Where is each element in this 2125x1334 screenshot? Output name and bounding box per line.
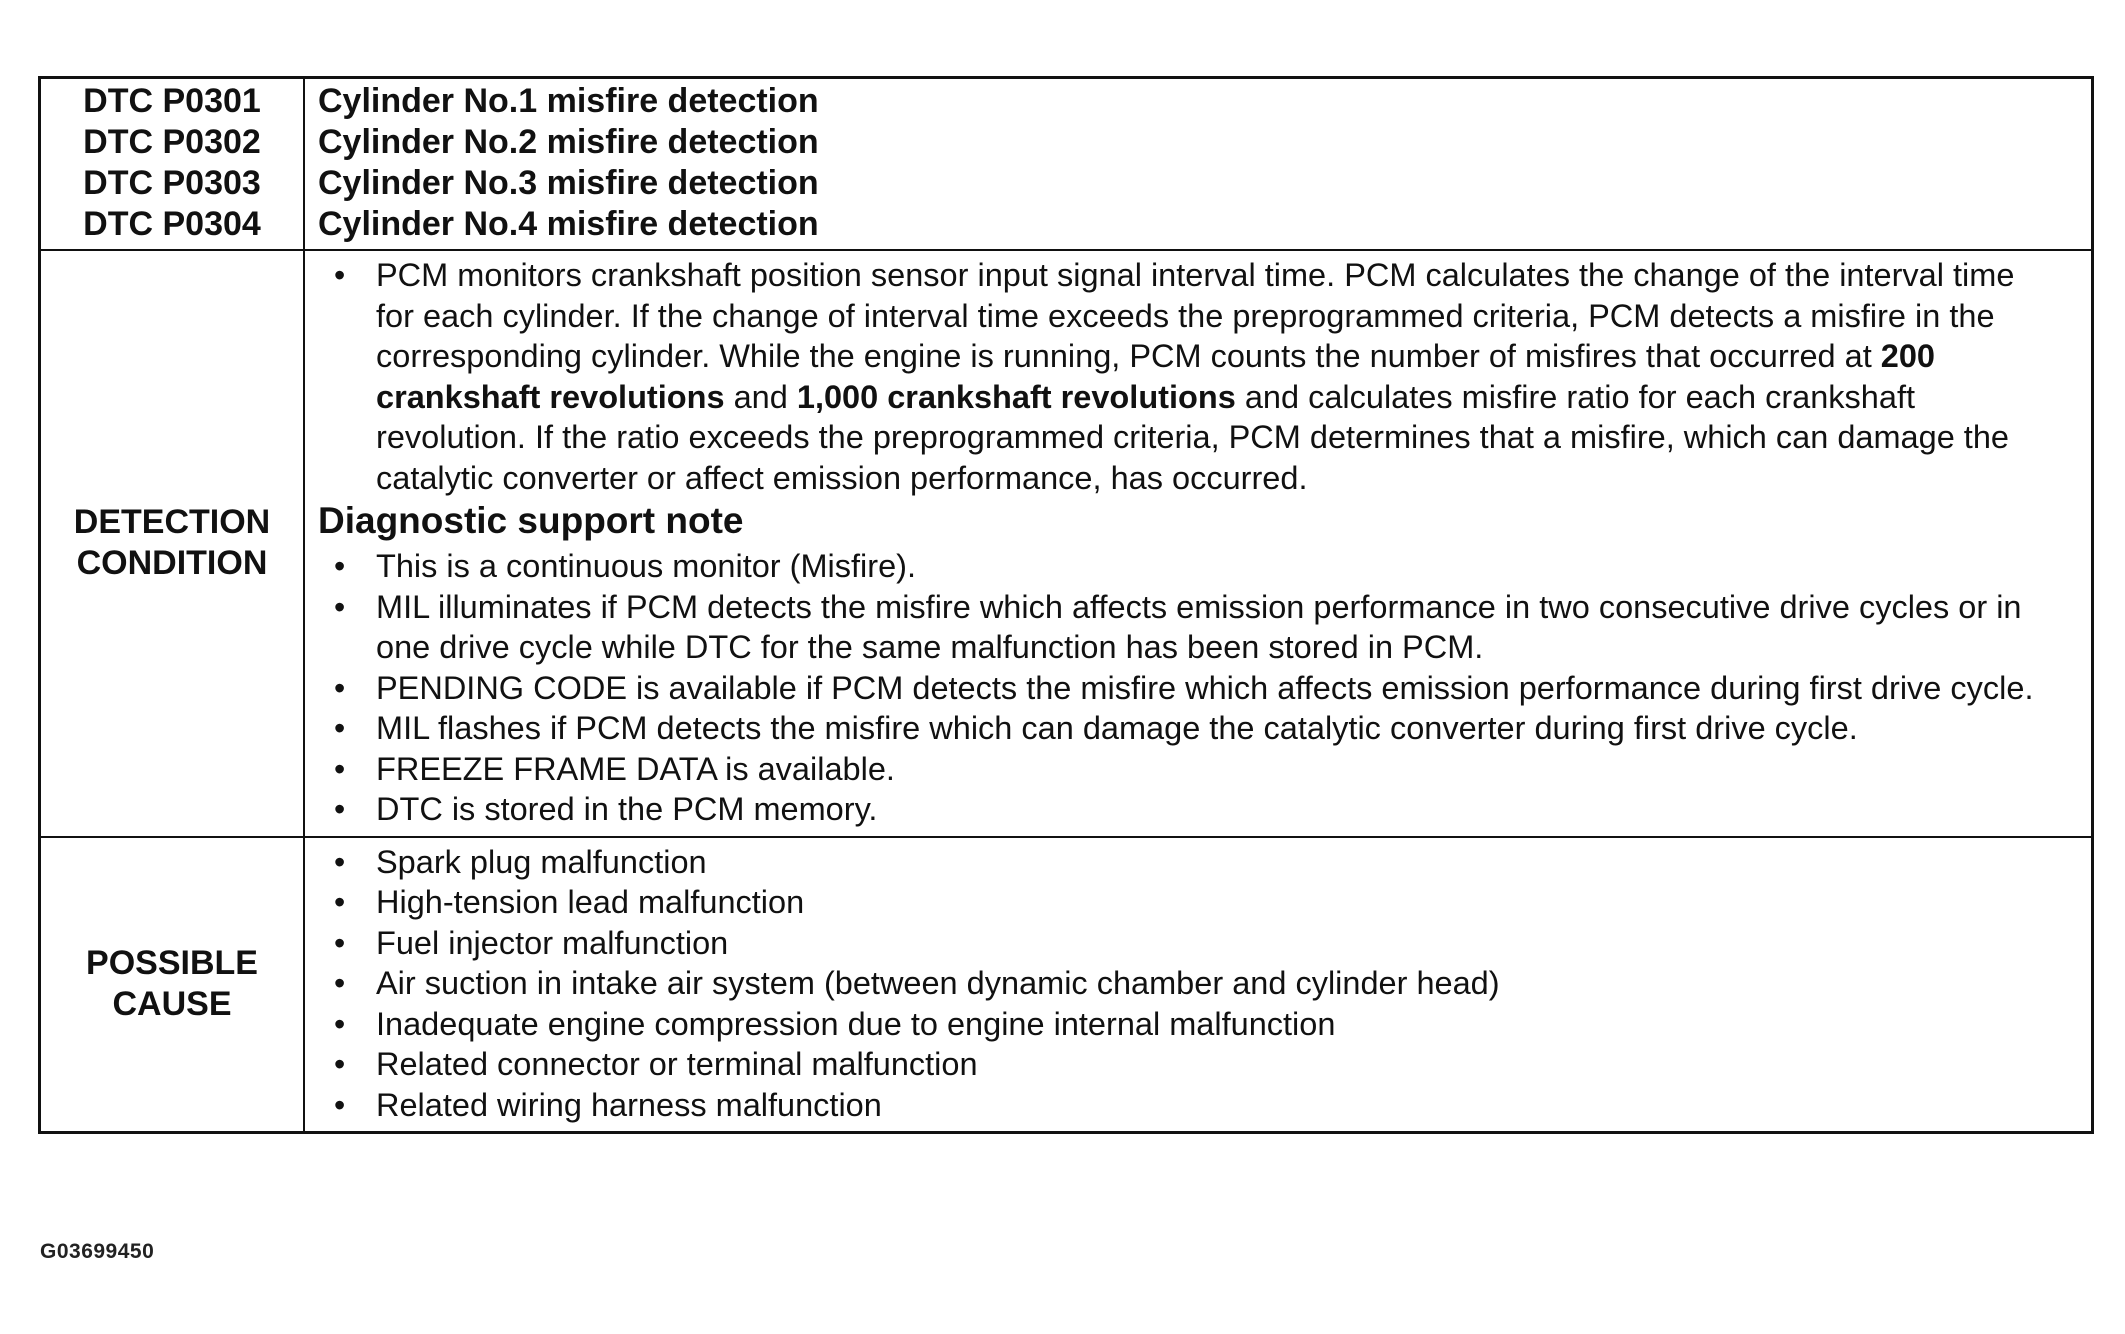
detection-main-list (318, 255, 2051, 498)
list-item (318, 842, 2051, 883)
bullet-icon: • (334, 843, 346, 880)
detection-text: and (724, 378, 797, 415)
detection-condition-label (40, 250, 305, 837)
detection-label-line: DETECTION (73, 503, 271, 542)
dtc-table (38, 76, 2094, 1134)
bullet-icon: • (334, 924, 346, 961)
note-text: DTC is stored in the PCM memory. (376, 791, 878, 827)
dtc-header-row (40, 78, 2093, 251)
possible-cause-row (40, 837, 2093, 1133)
dtc-code: DTC P0303 (83, 164, 261, 202)
dtc-code: DTC P0304 (83, 205, 261, 243)
bullet-icon: • (334, 791, 346, 827)
bullet-icon: • (334, 257, 346, 293)
cause-text: Air suction in intake air system (between dynamic chamber and cylinder head) (376, 965, 1500, 1001)
cause-label-line: CAUSE (112, 985, 232, 1024)
figure-id: G03699450 (40, 1240, 155, 1263)
cause-text: Related connector or terminal malfunction (376, 1046, 978, 1082)
list-item (318, 1044, 2051, 1085)
list-item (318, 668, 2051, 709)
possible-cause-list (318, 842, 2051, 1126)
list-item (318, 587, 2051, 668)
bullet-icon: • (334, 1046, 346, 1082)
detection-text: PCM monitors crankshaft position sensor input signal interval time. PCM calculates the change of the interval time for each cylinder. If the change of interval time exceeds the preprogrammed criteria, PCM detects a misfire in the corresponding cylinder. While the engine is running, PCM counts the number of misfires that occurred at (376, 257, 2015, 374)
dtc-title: Cylinder No.2 misfire detection (318, 123, 819, 161)
list-item (318, 923, 2051, 964)
diagnostic-support-note-heading: Diagnostic support note (318, 500, 744, 541)
bullet-icon: • (334, 884, 346, 920)
list-item (318, 1004, 2051, 1045)
dtc-title: Cylinder No.1 misfire detection (318, 82, 819, 120)
list-item (318, 882, 2051, 923)
cause-text: Inadequate engine compression due to engine internal malfunction (376, 1005, 1336, 1042)
note-text: This is a continuous monitor (Misfire). (376, 548, 917, 584)
possible-cause-label (40, 837, 305, 1133)
detection-condition-content (304, 250, 2093, 837)
note-text: FREEZE FRAME DATA is available. (376, 750, 895, 787)
dtc-codes-cell (40, 78, 305, 251)
note-text: MIL illuminates if PCM detects the misfire which affects emission performance in two consecutive drive cycles or in one drive cycle while DTC for the same malfunction has been stored in PCM. (376, 588, 2022, 665)
cause-text: Related wiring harness malfunction (376, 1086, 882, 1123)
note-text: PENDING CODE is available if PCM detects the misfire which affects emission performance during first drive cycle. (376, 669, 2034, 706)
list-item (318, 789, 2051, 830)
detection-condition-row (40, 250, 2093, 837)
possible-cause-content (304, 837, 2093, 1133)
dtc-code: DTC P0301 (83, 82, 261, 120)
detection-bold-text: 1,000 crankshaft revolutions (796, 378, 1236, 415)
bullet-icon: • (334, 548, 346, 584)
bullet-icon: • (334, 1086, 346, 1123)
cause-text: High-tension lead malfunction (376, 884, 805, 920)
dtc-title: Cylinder No.3 misfire detection (318, 164, 819, 202)
diagnostic-notes-list (318, 546, 2051, 830)
list-item (318, 963, 2051, 1004)
bullet-icon: • (334, 965, 346, 1001)
bullet-icon: • (334, 750, 346, 787)
cause-text: Spark plug malfunction (376, 843, 707, 880)
cause-label-line: POSSIBLE (86, 944, 258, 983)
dtc-titles-cell (304, 78, 2093, 251)
bullet-icon: • (334, 1005, 346, 1042)
bullet-icon: • (334, 588, 346, 625)
list-item (318, 1085, 2051, 1126)
list-item (318, 546, 2051, 587)
detection-main-bullet (318, 255, 2051, 498)
detection-bold-text: 200 crankshaft revolutions (376, 338, 1936, 415)
cause-text: Fuel injector malfunction (376, 924, 729, 961)
bullet-icon: • (334, 669, 346, 706)
note-text: MIL flashes if PCM detects the misfire which can damage the catalytic converter during first drive cycle. (376, 710, 1858, 746)
list-item (318, 749, 2051, 790)
list-item (318, 708, 2051, 749)
detection-label-line: CONDITION (76, 544, 268, 583)
dtc-code: DTC P0302 (83, 123, 261, 161)
detection-text: and calculates misfire ratio for each crankshaft revolution. If the ratio exceeds the preprogrammed criteria, PCM determines that a misfire, which can damage the catalytic converter or affect emission performance, has occurred. (376, 378, 2009, 496)
dtc-title: Cylinder No.4 misfire detection (318, 205, 819, 243)
bullet-icon: • (334, 710, 346, 746)
